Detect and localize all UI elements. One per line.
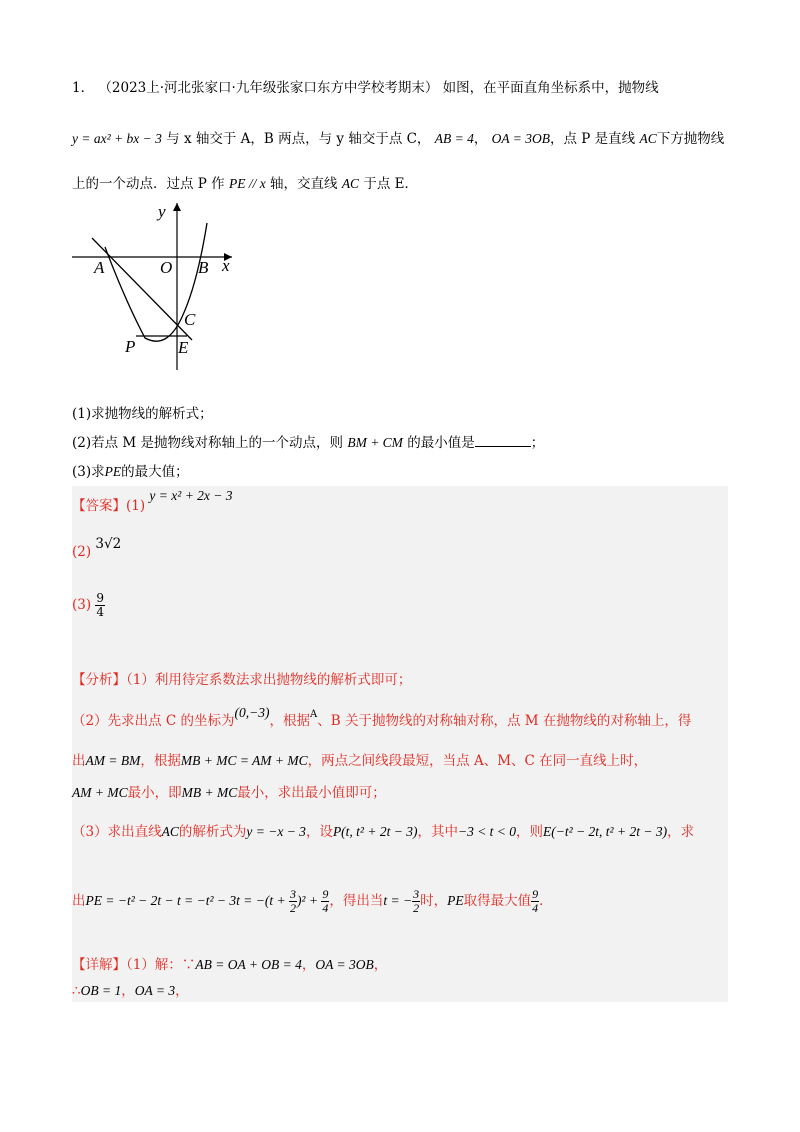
analysis-text: （3）求出直线 xyxy=(72,824,162,840)
answer-line-2 xyxy=(72,536,122,560)
answer-2-label: (2) xyxy=(72,544,92,560)
question-text: 如图，在平面直角坐标系中，抛物线 xyxy=(442,80,659,96)
line-ac: AC xyxy=(161,824,179,839)
y-axis-arrow xyxy=(173,203,181,211)
fraction-denominator: 2 xyxy=(413,901,420,915)
question-source: （2023上·河北张家口·九年级张家口东方中学校考期末） xyxy=(98,80,439,96)
condition-oa: OA = 3OB xyxy=(491,131,550,146)
analysis-text: ，设 xyxy=(305,824,333,840)
label-o: O xyxy=(160,258,173,277)
punctuation: ， xyxy=(473,131,488,147)
label-c: C xyxy=(184,310,196,329)
punctuation: ， xyxy=(121,983,135,999)
fraction-denominator: 4 xyxy=(96,605,105,619)
analysis-tag: 【分析】 xyxy=(72,672,126,688)
fraction-9-4 xyxy=(531,888,539,915)
question-text: ，点 P 是直线 xyxy=(550,131,636,147)
label-b: B xyxy=(198,258,209,277)
analysis-text: ，根据 xyxy=(269,713,310,729)
analysis-text: 、B 关于抛物线的对称轴对称，点 M 在抛物线的对称轴上，得 xyxy=(317,713,692,729)
question-number: 1． xyxy=(72,80,95,96)
detail-tag: 【详解】 xyxy=(72,957,126,973)
question-text: 轴，交直线 xyxy=(270,176,338,192)
part-2-text: (2)若点 M 是抛物线对称轴上的一个动点，则 xyxy=(72,435,344,451)
therefore-symbol: ∴ xyxy=(72,983,81,999)
answer-line-3 xyxy=(72,592,105,619)
fraction-3-2 xyxy=(412,888,420,915)
analysis-text: 时， xyxy=(420,893,448,909)
ob-value: OB = 1 xyxy=(80,983,122,998)
fraction-numerator: 9 xyxy=(322,887,329,901)
question-text: 与 x 轴交于 A，B 两点，与 y 轴交于点 C， xyxy=(166,131,431,147)
label-p: P xyxy=(125,337,136,356)
question-line-2 xyxy=(72,127,724,147)
detail-text: （1）解：∵ xyxy=(126,957,196,973)
part-1-text: (1)求抛物线的解析式； xyxy=(72,406,213,422)
analysis-text: ，根据 xyxy=(140,753,181,769)
point-a-label: A xyxy=(310,709,318,720)
analysis-line-1 xyxy=(72,668,411,688)
analysis-text: 最小，即 xyxy=(127,785,182,801)
answer-2: 3√2 xyxy=(95,536,122,552)
label-e: E xyxy=(178,338,189,357)
analysis-line-2 xyxy=(72,705,692,729)
analysis-text: 出 xyxy=(72,893,86,909)
answer-1: y = x² + 2x − 3 xyxy=(149,488,233,503)
pe-expr: PE xyxy=(104,464,122,479)
am-bm-eq: AM = BM xyxy=(85,753,141,768)
analysis-text: （2）先求出点 C 的坐标为 xyxy=(72,713,235,729)
t-range: −3 < t < 0 xyxy=(457,824,517,839)
point-e-coord: E(−t² − 2t, t² + 2t − 3) xyxy=(543,824,668,839)
part-3-text: (3)求 xyxy=(72,464,105,480)
condition-ab: AB = 4 xyxy=(434,131,474,146)
pe-formula-cont: )² + xyxy=(296,893,322,908)
ab-sum-eq: AB = OA + OB = 4 xyxy=(195,957,302,972)
answer-1-label: (1) xyxy=(126,498,146,514)
answer-3-label: (3) xyxy=(72,597,92,613)
analysis-line-6 xyxy=(72,888,553,915)
line-ac: AC xyxy=(341,176,360,191)
part-1 xyxy=(72,402,213,422)
answer-line-1 xyxy=(72,488,233,514)
label-y: y xyxy=(158,202,166,221)
detail-line-2 xyxy=(72,979,189,999)
fraction-numerator: 3 xyxy=(413,887,420,901)
analysis-text: ，两点之间线段最短，当点 A、M、C 在同一直线上时， xyxy=(307,753,648,769)
question-text: 上的一个动点．过点 P 作 xyxy=(72,176,225,192)
label-a: A xyxy=(94,258,105,277)
mb-mc-expr: MB + MC xyxy=(181,785,238,800)
punctuation: ， xyxy=(373,957,388,973)
question-line-1 xyxy=(72,76,659,96)
fraction-3-2 xyxy=(289,888,297,915)
analysis-text: 最小，求出最小值即可； xyxy=(237,785,386,801)
line-ac-equation: y = −x − 3 xyxy=(246,824,306,839)
punctuation: ； xyxy=(530,435,545,451)
analysis-text: 的解析式为 xyxy=(178,824,247,840)
punctuation: ， xyxy=(301,957,316,973)
oa-eq: OA = 3OB xyxy=(315,957,374,972)
solution-box xyxy=(72,486,728,1002)
pe-expr: PE xyxy=(447,893,464,908)
parabola-figure xyxy=(70,195,250,373)
fraction-denominator: 2 xyxy=(289,901,296,915)
answer-3-fraction xyxy=(95,592,105,619)
part-3 xyxy=(72,460,189,480)
question-text: 于点 E． xyxy=(363,176,419,192)
point-p-coord: P(t, t² + 2t − 3) xyxy=(332,824,418,839)
analysis-text: ，得出当 xyxy=(329,893,384,909)
parabola-equation: y = ax² + bx − 3 xyxy=(72,131,162,146)
analysis-line-3 xyxy=(72,749,647,769)
analysis-text: （1）利用待定系数法求出抛物线的解析式即可； xyxy=(126,672,412,688)
bm-cm-expr: BM + CM xyxy=(347,435,403,450)
fraction-denominator: 4 xyxy=(532,901,539,915)
answer-tag: 【答案】 xyxy=(72,498,126,514)
oa-value: OA = 3 xyxy=(134,983,176,998)
analysis-text: ，其中 xyxy=(417,824,458,840)
analysis-text: 出 xyxy=(72,753,86,769)
line-ac: AC xyxy=(639,131,657,146)
question-line-3 xyxy=(72,172,418,192)
fraction-denominator: 4 xyxy=(322,901,329,915)
analysis-text: ，求 xyxy=(667,824,695,840)
question-text: 下方抛物线 xyxy=(656,131,725,147)
label-x: x xyxy=(222,256,230,275)
answer-blank xyxy=(475,434,531,447)
punctuation: ． xyxy=(539,893,553,909)
part-2-text: 的最小值是 xyxy=(407,435,475,451)
detail-line-1 xyxy=(72,953,387,973)
t-value: t = − xyxy=(383,893,413,908)
fraction-numerator: 3 xyxy=(289,887,296,901)
analysis-text: 取得最大值 xyxy=(463,893,532,909)
analysis-line-5 xyxy=(72,820,694,840)
pe-parallel: PE // x xyxy=(228,176,266,191)
pe-formula: PE = −t² − 2t − t = −t² − 3t = −(t + xyxy=(85,893,289,908)
part-3-text: 的最大值； xyxy=(121,464,189,480)
am-mc-expr: AM + MC xyxy=(72,785,128,800)
fraction-numerator: 9 xyxy=(96,591,105,605)
point-c-coord: (0,−3) xyxy=(234,705,270,720)
part-2 xyxy=(72,431,544,451)
mb-mc-eq: MB + MC = AM + MC xyxy=(180,753,308,768)
analysis-text: ，则 xyxy=(516,824,544,840)
fraction-numerator: 9 xyxy=(532,887,539,901)
punctuation: ， xyxy=(175,983,189,999)
analysis-line-4 xyxy=(72,781,386,801)
